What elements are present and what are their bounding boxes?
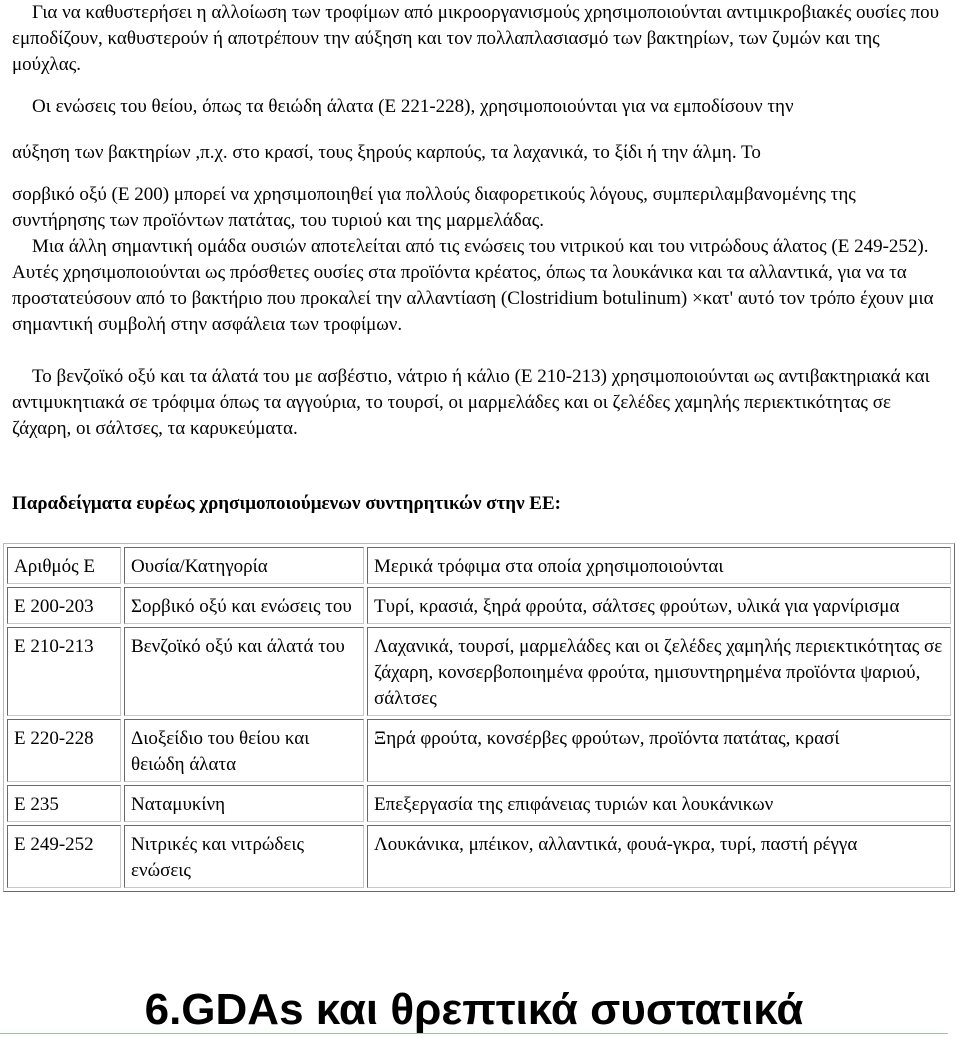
cell-e-number: Ε 200-203: [7, 587, 121, 624]
table-header-row: [7, 547, 951, 584]
table-row: [7, 825, 951, 888]
cell-e-number: Ε 235: [7, 785, 121, 822]
cell-foods: Λαχανικά, τουρσί, μαρμελάδες και οι ζελέδες χαμηλής περιεκτικότητας σε ζάχαρη, κονσερβοποιημένα φρούτα, ημισυντηρημένα προϊόντα ψαριού, σάλτσες: [367, 627, 951, 716]
cell-e-number: Ε 220-228: [7, 719, 121, 782]
cell-foods: Τυρί, κρασιά, ξηρά φρούτα, σάλτσες φρούτων, υλικά για γαρνίρισμα: [367, 587, 951, 624]
paragraph-sorbic-acid: σορβικό οξύ (Ε 200) μπορεί να χρησιμοποιηθεί για πολλούς διαφορετικούς λόγους, συμπεριλαμβανομένης της συντήρησης των προϊόντων πατάτας, του τυριού και της μαρμελάδας.: [12, 184, 856, 231]
preservatives-table: [3, 543, 955, 892]
cell-substance: Σορβικό οξύ και ενώσεις του: [124, 587, 364, 624]
cell-e-number: Ε 210-213: [7, 627, 121, 716]
header-e-number: Αριθμός Ε: [7, 547, 121, 584]
cell-foods: Επεξεργασία της επιφάνειας τυριών και λουκάνικων: [367, 785, 951, 822]
paragraph-sulfur-compounds: Οι ενώσεις του θείου, όπως τα θειώδη άλατα (Ε 221-228), χρησιμοποιούνται για να εμποδίσουν την: [32, 96, 794, 117]
paragraph-benzoic-acid: Το βενζοϊκό οξύ και τα άλατά του με ασβέστιο, νάτριο ή κάλιο (Ε 210-213) χρησιμοποιούνται ως αντιβακτηριακά και αντιμυκητιακά σε τρόφιμα όπως τα αγγούρια, το τουρσί, οι μαρμελάδες και οι ζελέδες χαμηλής περιεκτικότητας σε ζάχαρη, οι σάλτσες, τα καρυκεύματα.: [12, 366, 930, 439]
paragraph-sulfur-uses: αύξηση των βακτηρίων ,π.χ. στο κρασί, τους ξηρούς καρπούς, τα λαχανικά, το ξίδι ή την άλμη. Το: [12, 142, 761, 163]
next-section-title: 6.GDAs και θρεπτικά συστατικά: [144, 985, 804, 1034]
header-foods: Μερικά τρόφιμα στα οποία χρησιμοποιούνται: [367, 547, 951, 584]
cell-substance: Νιτρικές και νιτρώδεις ενώσεις: [124, 825, 364, 888]
table-row: [7, 785, 951, 822]
cell-e-number: Ε 249-252: [7, 825, 121, 888]
paragraph-antimicrobials: Για να καθυστερήσει η αλλοίωση των τροφίμων από μικροοργανισμούς χρησιμοποιούνται αντιμικροβιακές ουσίες που εμποδίζουν, καθυστερούν ή αποτρέπουν την αύξηση και τον πολλαπλασιασμό των βακτηρίων, των ζυμών και της μούχλας.: [12, 2, 940, 75]
section-heading: Παραδείγματα ευρέως χρησιμοποιούμενων συντηρητικών στην ΕΕ:: [12, 493, 561, 514]
table-row: [7, 719, 951, 782]
table-row: [7, 587, 951, 624]
table-row: [7, 627, 951, 716]
cell-foods: Ξηρά φρούτα, κονσέρβες φρούτων, προϊόντα πατάτας, κρασί: [367, 719, 951, 782]
header-substance: Ουσία/Κατηγορία: [124, 547, 364, 584]
paragraph-nitrates: Μια άλλη σημαντική ομάδα ουσιών αποτελείται από τις ενώσεις του νιτρικού και του νιτρώδους άλατος (Ε 249-252). Αυτές χρησιμοποιούνται ως πρόσθετες ουσίες στα προϊόντα κρέατος, όπως τα λουκάνικα και τα αλλαντικά, για να τα προστατεύσουν από το βακτήριο που προκαλεί την αλλαντίαση (Clostridium botulinum) ×κατ' αυτό τον τρόπο έχουν μια σημαντική συμβολή στην ασφάλεια των τροφίμων.: [12, 236, 934, 335]
cell-substance: Διοξείδιο του θείου και θειώδη άλατα: [124, 719, 364, 782]
cell-foods: Λουκάνικα, μπέικον, αλλαντικά, φουά-γκρα, τυρί, παστή ρέγγα: [367, 825, 951, 888]
cell-substance: Ναταμυκίνη: [124, 785, 364, 822]
bottom-divider: [0, 1033, 948, 1034]
cell-substance: Βενζοϊκό οξύ και άλατά του: [124, 627, 364, 716]
